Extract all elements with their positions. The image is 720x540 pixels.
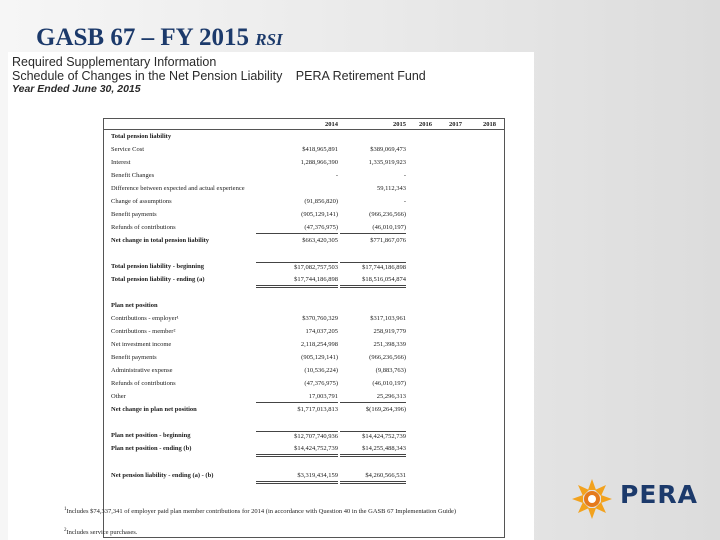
value-2015: $(169,264,396): [365, 406, 406, 413]
row-label: Interest: [111, 159, 131, 166]
table-row: [104, 223, 504, 233]
footnote-marker: 2: [64, 528, 67, 533]
value-2014: $663,420,305: [302, 237, 338, 244]
value-2015: -: [403, 198, 406, 205]
table-row: [104, 236, 504, 246]
table-row: [104, 353, 504, 363]
value-2014: (905,129,141): [301, 211, 338, 218]
value-2015: (966,236,566): [369, 211, 406, 218]
value-2015: (46,010,197): [372, 380, 406, 387]
doc-period: Year Ended June 30, 2015: [12, 83, 141, 95]
value-2015: 251,398,339: [373, 341, 406, 348]
row-label: Net change in plan net position: [111, 406, 197, 413]
row-label: Refunds of contributions: [111, 224, 176, 231]
value-2015: $389,069,473: [370, 146, 406, 153]
value-2015: $17,744,186,898: [340, 262, 406, 273]
footnote-2: [64, 528, 137, 536]
slide-title-main: GASB 67 – FY 2015: [36, 24, 249, 51]
footnote-text: Includes $74,337,341 of employer paid plan member contributions for 2014 (in accordance with Question 40 in the GASB 67 Implementation Guide): [66, 508, 457, 516]
value-2015: $4,260,566,531: [340, 471, 406, 484]
value-2014: (10,536,224): [304, 367, 338, 374]
year-header-row: [104, 120, 504, 130]
schedule-name: Schedule of Changes in the Net Pension Liability: [12, 69, 283, 83]
table-row: [104, 171, 504, 181]
value-2014: $1,717,013,813: [297, 406, 338, 413]
row-label: Benefit Changes: [111, 172, 155, 179]
table-row: [104, 366, 504, 376]
row-label: Net change in total pension liability: [111, 237, 210, 244]
value-2015: 1,335,919,923: [368, 159, 406, 166]
value-2014: (905,129,141): [301, 354, 338, 361]
footnote-marker: 1: [64, 507, 67, 512]
row-label: Plan net position - ending (b): [111, 445, 192, 452]
value-2015: (46,010,197): [340, 223, 406, 234]
document-image: [8, 52, 534, 540]
value-2015: 25,296,313: [340, 392, 406, 403]
table-row: [104, 340, 504, 350]
table-row: [104, 262, 504, 272]
table-row: [104, 379, 504, 389]
row-label: Benefit payments: [111, 354, 157, 361]
table-row: [104, 301, 504, 311]
value-2015: $14,424,752,739: [340, 431, 406, 442]
value-2014: 2,118,254,998: [300, 341, 338, 348]
row-label: Total pension liability - ending (a): [111, 276, 205, 283]
table-row: [104, 132, 504, 142]
value-2014: 1,288,966,390: [300, 159, 338, 166]
row-label: Administrative expense: [111, 367, 173, 374]
document-header: [12, 56, 426, 96]
value-2014: $14,424,752,739: [256, 444, 338, 457]
pera-logo-text: PERA: [620, 480, 698, 509]
value-2014: $370,760,329: [302, 315, 338, 322]
table-row: [104, 184, 504, 194]
section-label: Total pension liability: [111, 133, 172, 140]
slide-title: [36, 24, 283, 52]
value-2014: $17,082,757,503: [256, 262, 338, 273]
value-2014: (91,856,820): [304, 198, 338, 205]
value-2014: (47,376,975): [304, 380, 338, 387]
value-2015: 258,919,779: [373, 328, 406, 335]
footnote-text: Includes service purchases.: [66, 529, 138, 537]
year-header: 2015: [393, 121, 406, 128]
table-row: [104, 327, 504, 337]
pension-schedule-table: [103, 118, 505, 538]
value-2015: $14,255,488,343: [340, 444, 406, 457]
value-2014: $3,319,434,159: [256, 471, 338, 484]
table-row: [104, 275, 504, 285]
value-2014: $418,965,891: [302, 146, 338, 153]
row-label: Change of assumptions: [111, 198, 172, 205]
value-2015: $771,867,076: [370, 237, 406, 244]
table-row: [104, 197, 504, 207]
value-2015: (9,883,763): [375, 367, 406, 374]
value-2015: (966,236,566): [369, 354, 406, 361]
row-label: Benefit payments: [111, 211, 157, 218]
section-label: Plan net position: [111, 302, 158, 309]
year-header: 2014: [325, 121, 338, 128]
value-2014: 17,003,791: [256, 392, 338, 403]
table-row: [104, 392, 504, 402]
row-label: Contributions - member²: [111, 328, 176, 335]
row-label: Plan net position - beginning: [111, 432, 191, 439]
table-row: [104, 431, 504, 441]
row-label: Refunds of contributions: [111, 380, 176, 387]
fund-name: PERA Retirement Fund: [295, 69, 426, 83]
row-label: Other: [111, 393, 126, 400]
value-2015: $18,516,054,874: [340, 275, 406, 288]
row-label: Net investment income: [111, 341, 172, 348]
table-row: [104, 158, 504, 168]
table-row: [104, 210, 504, 220]
value-2014: $17,744,186,898: [256, 275, 338, 288]
doc-heading: Required Supplementary Information: [12, 55, 217, 69]
row-label: Net pension liability - ending (a) - (b): [111, 472, 214, 479]
value-2014: $12,707,740,936: [256, 431, 338, 442]
year-header: 2016: [419, 121, 432, 128]
value-2015: $317,103,961: [370, 315, 406, 322]
year-header: 2017: [449, 121, 462, 128]
value-2014: -: [335, 172, 338, 179]
value-2014: 174,037,205: [305, 328, 338, 335]
value-2015: -: [403, 172, 406, 179]
footnote-1: [64, 507, 456, 515]
doc-subheading: [12, 69, 426, 83]
table-row: [104, 471, 504, 481]
row-label: Total pension liability - beginning: [111, 263, 204, 270]
row-label: Service Cost: [111, 146, 145, 153]
row-label: Contributions - employer¹: [111, 315, 179, 322]
row-label: Difference between expected and actual experience: [111, 185, 245, 192]
table-row: [104, 444, 504, 454]
table-row: [104, 314, 504, 324]
value-2015: 59,112,343: [376, 185, 406, 192]
slide-title-suffix: RSI: [255, 30, 283, 49]
table-row: [104, 405, 504, 415]
table-row: [104, 145, 504, 155]
value-2014: (47,376,975): [256, 223, 338, 234]
year-header: 2018: [483, 121, 496, 128]
